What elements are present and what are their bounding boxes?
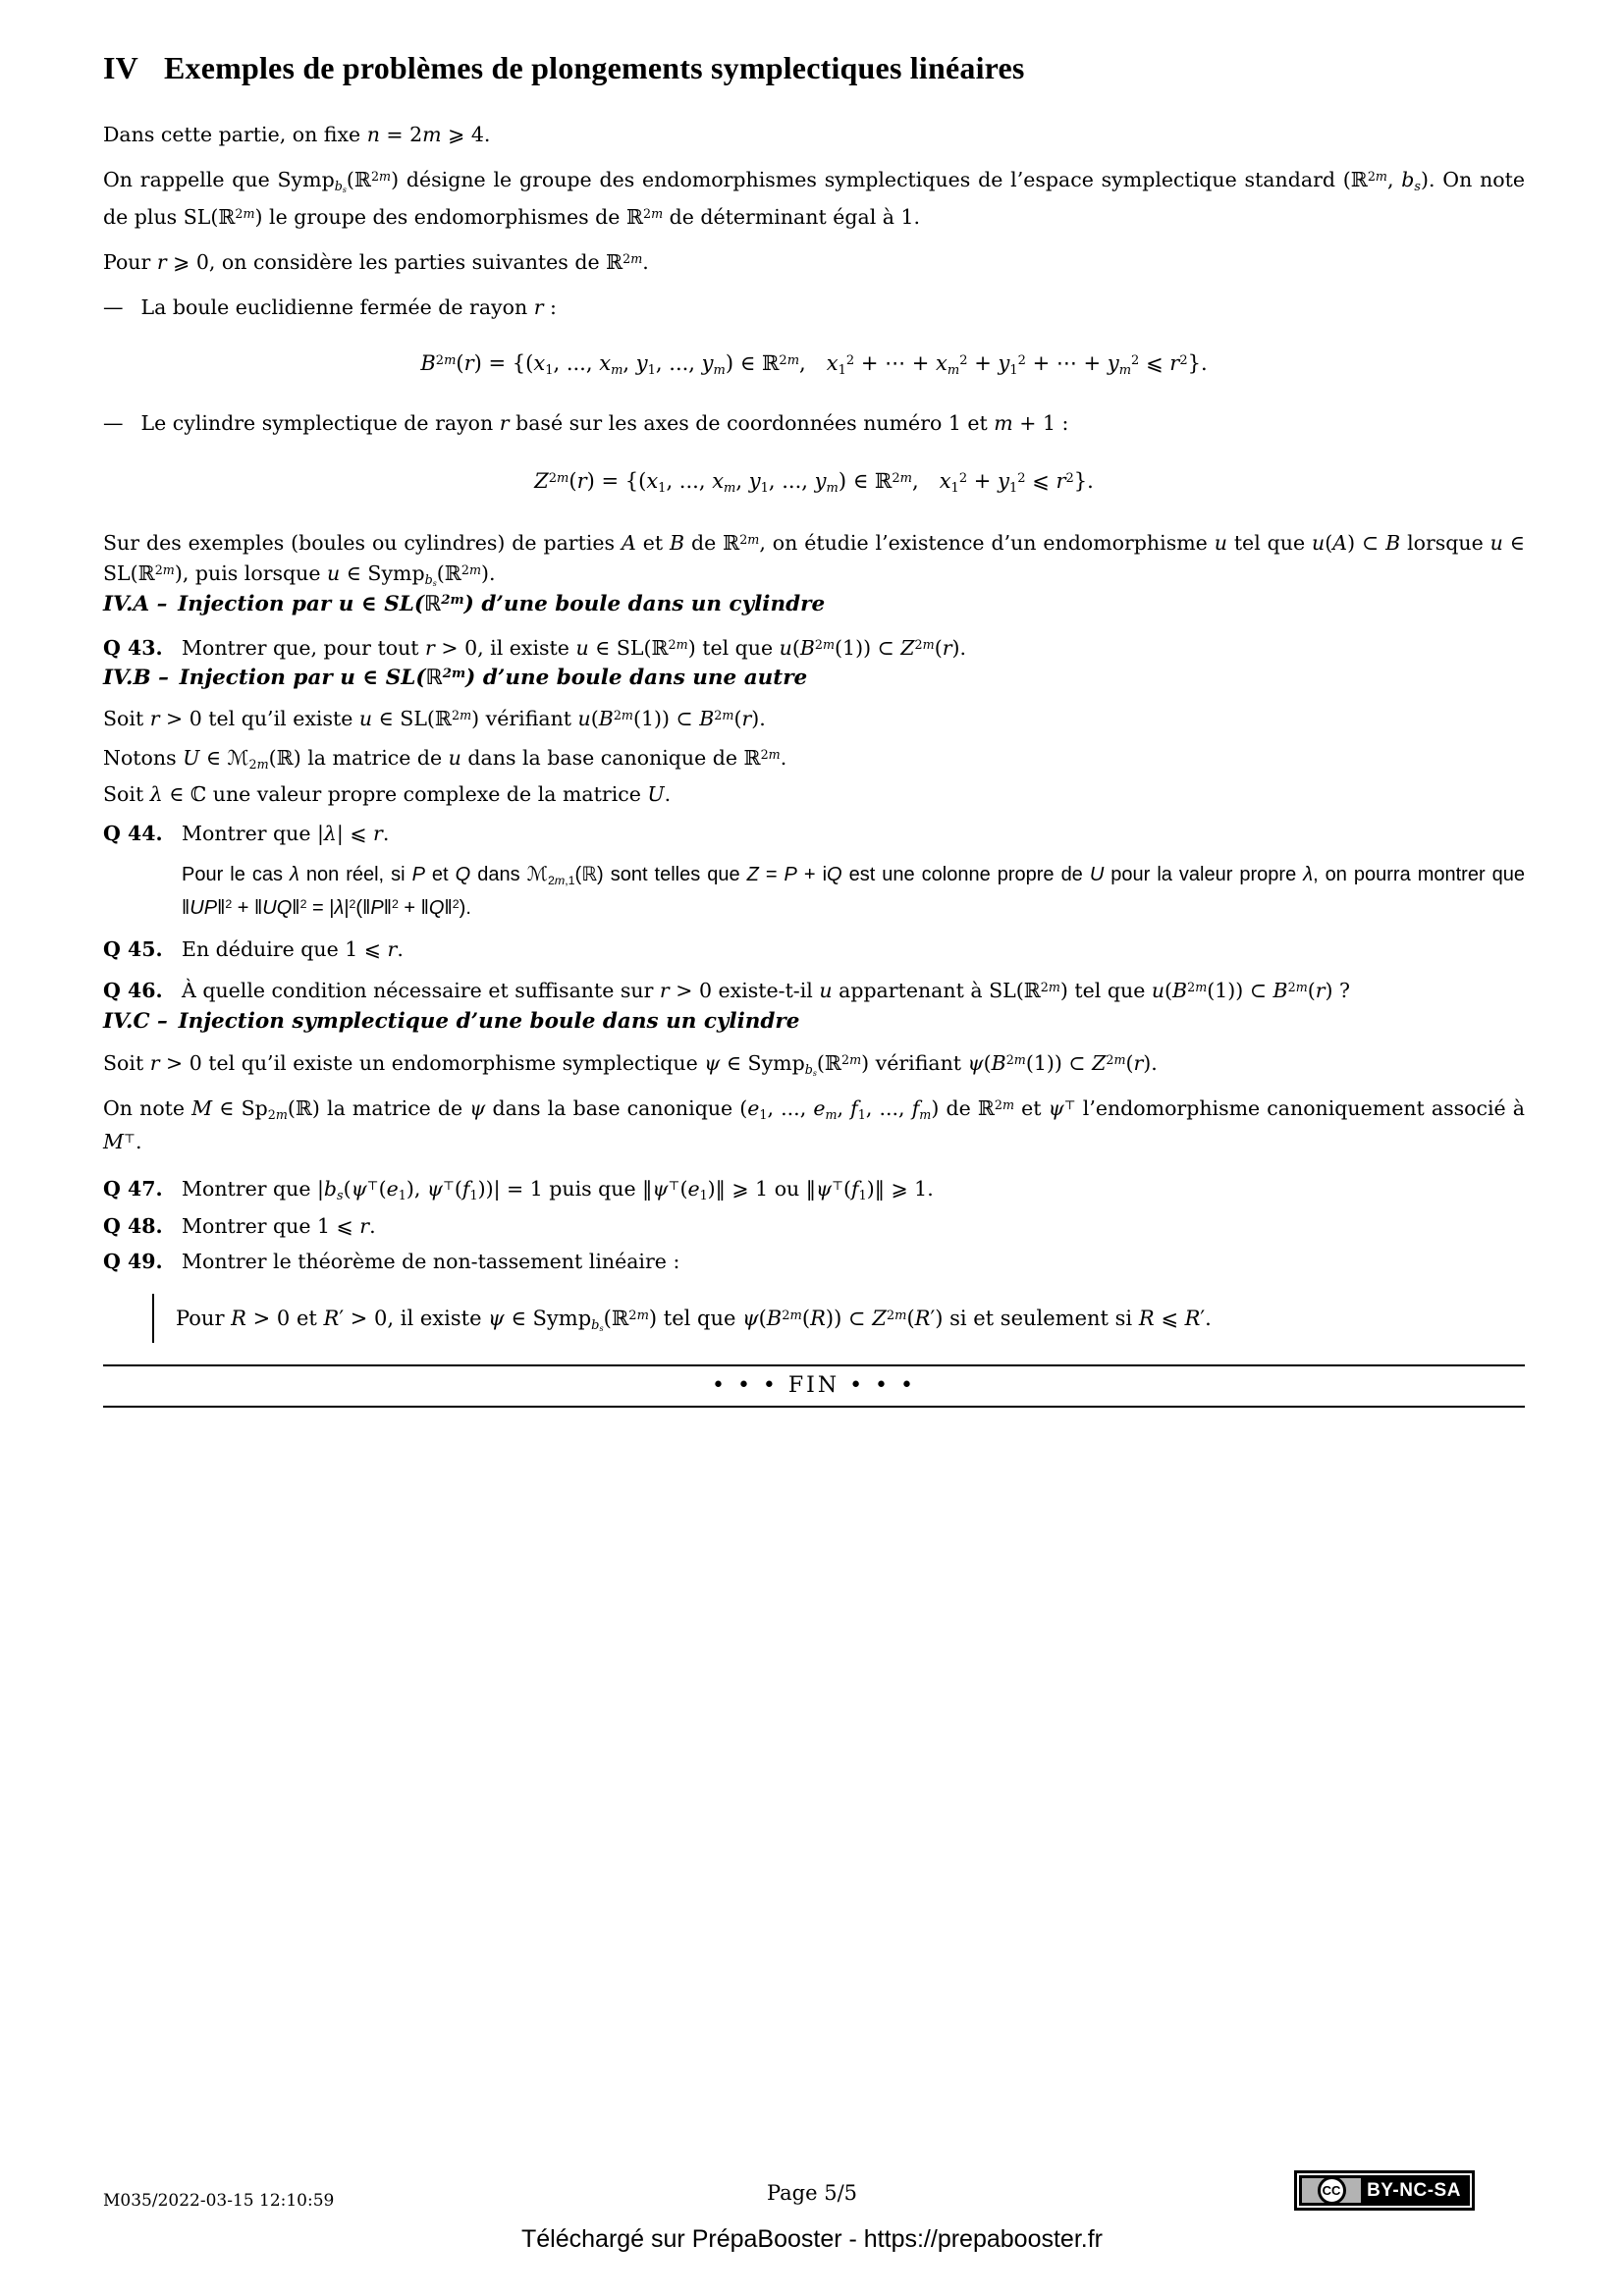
question-44-text: Montrer que |λ| ⩽ r. xyxy=(182,822,390,845)
question-48-text: Montrer que 1 ⩽ r. xyxy=(182,1214,376,1238)
question-47-text: Montrer que $|b_s(\psi^⊤(e_1)$, $\psi^⊤(f_1))| = 1$ puis que $‖\psi^⊤(e_1)‖$ ⩾ 1 ou $‖\psi^⊤(f_1)‖$ ⩾ 1. xyxy=(182,1177,934,1202)
question-49-text: Montrer le théorème de non-tassement linéaire : xyxy=(182,1250,680,1273)
section-heading-iv-b: IV.B – Injection par u ∈ SL(ℝ$^{2m}$) d’une boule dans une autre xyxy=(103,666,808,690)
question-46-text: À quelle condition nécessaire et suffisante sur r > 0 existe-t-il u appartenant à SL(ℝ$^{2m}$) tel que $u(B^{2m}(1))$ ⊂ $B^{2m}(r)$ ? xyxy=(182,979,1351,1002)
intro-parts-line: Pour r ⩾ 0, on considère les parties suivantes de ℝ$^{2m}$. xyxy=(103,250,649,274)
question-43-text: Montrer que, pour tout r > 0, il existe u ∈ SL(ℝ$^{2m}$) tel que $u(B^{2m}(1))$ ⊂ $Z^{2m}(r)$. xyxy=(182,636,967,660)
question-45-label: Q 45. xyxy=(103,937,163,961)
question-46-label: Q 46. xyxy=(103,979,163,1002)
intro-recall-paragraph: On rappelle que Symp$_{b_s}$(ℝ$^{2m}$) désigne le groupe des endomorphismes symplectiques de l’espace symplectique standard (ℝ$^{2m}$, $b_s$). On note de plus SL(ℝ$^{2m}$) le groupe des endomorphismes de ℝ$^{2m}$ de déterminant égal à 1. xyxy=(103,168,1525,229)
section-number: IV xyxy=(103,50,138,85)
question-45 xyxy=(103,934,1525,964)
question-44-label: Q 44. xyxy=(103,822,163,845)
equation-cylinder: $Z^{2m}(r) = \{(x_1$, ..., $x_m$, $y_1$, ..., $y_m$) ∈ ℝ$^{2m}$, $x_1^2 + y_1^2$ ⩽ $r^2$}. xyxy=(534,469,1094,496)
theorem-non-tassement-quote: Pour R > 0 et R′ > 0, il existe ψ ∈ Symp$_{b_s}$(ℝ$^{2m}$) tel que $\psi(B^{2m}(R))$ ⊂ $Z^{2m}(R')$ si et seulement si R ⩽ R′. xyxy=(152,1294,1315,1343)
fin-label: • • • FIN • • • xyxy=(711,1373,917,1398)
question-46 xyxy=(103,976,1525,1006)
section-c-line-1: Soit r > 0 tel qu’il existe un endomorphisme symplectique ψ ∈ Symp$_{b_s}$(ℝ$^{2m}$) vérifiant $\psi(B^{2m}(1))$ ⊂ $Z^{2m}(r)$. xyxy=(103,1051,1158,1079)
question-44 xyxy=(103,819,1525,848)
license-name: BY-NC-SA xyxy=(1367,2179,1461,2201)
question-43 xyxy=(103,633,1525,663)
section-b-line-3: Soit λ ∈ ℂ une valeur propre complexe de la matrice U. xyxy=(103,782,672,806)
dash-marker: — xyxy=(103,411,124,435)
page-number: Page 5/5 xyxy=(766,2181,858,2205)
section-c-line-2: On note M ∈ $Sp_{2m}(ℝ)$ la matrice de ψ dans la base canonique ($e_1$, ..., $e_m$, $f_1$, ..., $f_m$) de ℝ$^{2m}$ et ψ⊤ l’endomorphisme canoniquement associé à M⊤. xyxy=(103,1096,1526,1153)
download-link[interactable]: Téléchargé sur PrépaBooster - https://prepabooster.fr xyxy=(521,2225,1103,2253)
list-item-cylinder-text: Le cylindre symplectique de rayon r basé sur les axes de coordonnées numéro 1 et m + 1 : xyxy=(140,411,1069,435)
intro-fix-line: Dans cette partie, on fixe n = 2m ⩾ 4. xyxy=(103,123,491,146)
equation-ball: $B^{2m}(r) = \{(x_1$, ..., $x_m$, $y_1$, ..., $y_m$) ∈ ℝ$^{2m}$, $x_1^2$ + ⋯ + $x_m^2 + y_1^2$ + ⋯ + $y_m^2$ ⩽ $r^2$}. xyxy=(420,351,1208,378)
question-49 xyxy=(103,1247,1525,1276)
cc-logo xyxy=(1302,2178,1361,2203)
question-49-label: Q 49. xyxy=(103,1250,163,1273)
question-48-label: Q 48. xyxy=(103,1214,163,1238)
document-id-timestamp: M035/2022-03-15 12:10:59 xyxy=(103,2191,335,2211)
question-44-hint: Pour le cas λ non réel, si P et Q dans ℳ$_{2m,1}$(ℝ) sont telles que Z = P + iQ est une colonne propre de U pour la valeur propre λ, on pourra montrer que ‖UP‖$^2$ + ‖UQ‖$^2$ = $|\lambda|^2(‖P‖^2$ + ‖Q‖$^2$). xyxy=(182,864,1525,919)
question-45-text: En déduire que 1 ⩽ r. xyxy=(182,937,404,961)
question-48 xyxy=(103,1211,1525,1241)
section-b-line-1: Soit r > 0 tel qu’il existe u ∈ SL(ℝ$^{2m}$) vérifiant $u(B^{2m}(1))$ ⊂ $B^{2m}(r)$. xyxy=(103,707,766,730)
page-title xyxy=(103,49,1525,86)
question-43-label: Q 43. xyxy=(103,636,163,660)
page-content xyxy=(103,0,1525,1408)
section-heading-iv-a: IV.A – Injection par u ∈ SL(ℝ$^{2m}$) d’une boule dans un cylindre xyxy=(103,592,826,616)
list-item-ball-text: La boule euclidienne fermée de rayon r : xyxy=(140,295,557,319)
section-b-line-2: Notons U ∈ ℳ$_{2m}$(ℝ) la matrice de u dans la base canonique de ℝ$^{2m}$. xyxy=(103,746,787,772)
section-title-text: Exemples de problèmes de plongements symplectiques linéaires xyxy=(163,50,1025,85)
cc-license-badge xyxy=(1294,2170,1475,2211)
cc-logo-circle: CC xyxy=(1318,2176,1346,2205)
question-47-label: Q 47. xyxy=(103,1177,163,1201)
section-heading-iv-c: IV.C – Injection symplectique d’une boule dans un cylindre xyxy=(103,1009,800,1034)
dash-marker: — xyxy=(103,295,124,319)
question-47 xyxy=(103,1172,1525,1205)
list-item-ball xyxy=(103,293,1525,322)
list-item-cylinder xyxy=(103,408,1525,438)
intro-study-paragraph: Sur des exemples (boules ou cylindres) de parties A et B de ℝ$^{2m}$, on étudie l’existence d’un endomorphisme u tel que u(A) ⊂ B lorsque u ∈ SL(ℝ$^{2m}$), puis lorsque u ∈ Symp$_{b_s}$(ℝ$^{2m}$). xyxy=(103,531,1525,589)
separator-rule-bottom xyxy=(103,1406,1525,1408)
fin-separator xyxy=(103,1364,1525,1408)
